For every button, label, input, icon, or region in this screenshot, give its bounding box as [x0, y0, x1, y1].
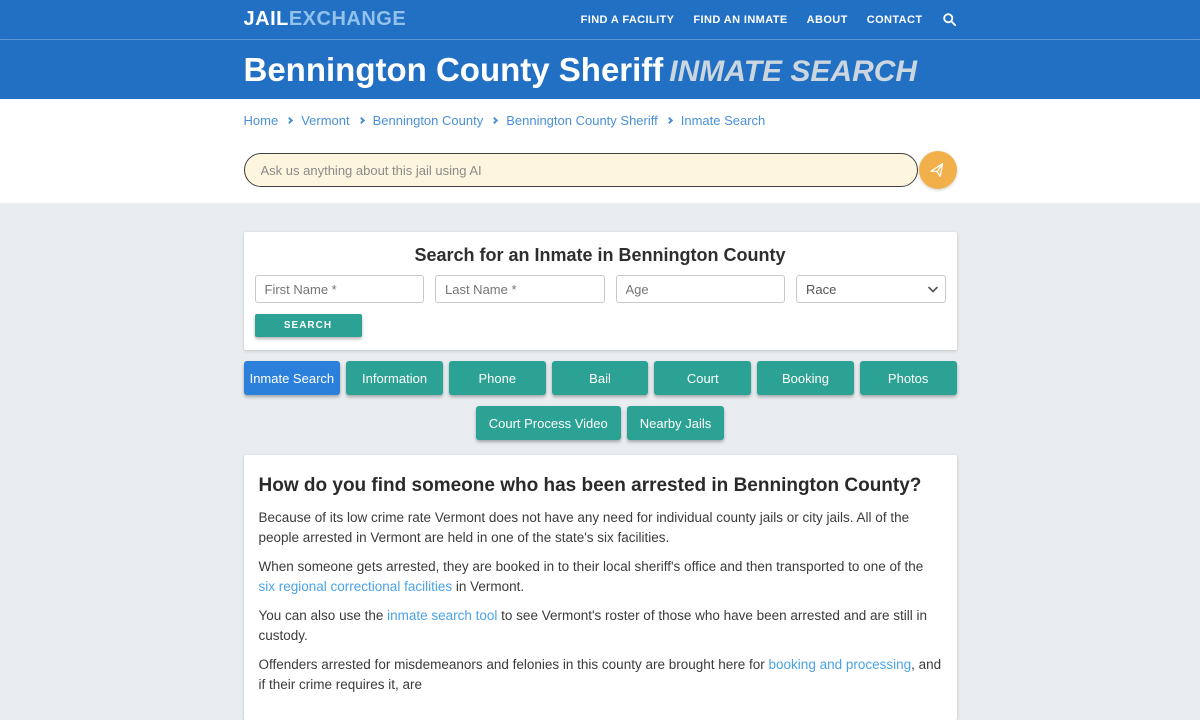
article-link-booking-and-processing[interactable]: booking and processing [768, 657, 912, 673]
article-paragraph [259, 606, 942, 645]
breadcrumb-link-inmate-search[interactable]: Inmate Search [680, 112, 766, 128]
breadcrumb-link-bennington-county[interactable]: Bennington County [372, 112, 484, 128]
tab-booking[interactable]: Booking [757, 361, 854, 395]
logo-text-exchange: EXCHANGE [288, 8, 407, 30]
article-text: When someone gets arrested, they are booked in to their local sheriff's office and then transported to one of the [258, 559, 924, 575]
tab-court-process-video[interactable]: Court Process Video [476, 406, 621, 440]
nav-link-find-a-facility[interactable]: FIND A FACILITY [580, 13, 675, 26]
article-text: You can also use the [258, 608, 388, 624]
nav-link-list [581, 14, 923, 26]
tab-phone[interactable]: Phone [449, 361, 546, 395]
search-submit-button[interactable]: SEARCH [255, 314, 362, 337]
search-icon[interactable] [942, 12, 957, 27]
article-text: in Vermont. [452, 578, 525, 594]
breadcrumb-link-home[interactable]: Home [243, 112, 279, 128]
article-text: Offenders arrested for misdemeanors and felonies in this county are brought here for [258, 657, 769, 673]
breadcrumb-link-bennington-county-sheriff[interactable]: Bennington County Sheriff [506, 112, 658, 128]
article-text: , and if their crime requires it, are [258, 657, 942, 692]
article-paragraph [259, 655, 942, 694]
tab-bail[interactable]: Bail [552, 361, 649, 395]
tabs-row-primary [244, 361, 957, 395]
first-name-input[interactable] [255, 275, 425, 303]
search-card-title: Search for an Inmate in Bennington County [414, 245, 786, 265]
ai-send-button[interactable] [919, 151, 957, 189]
search-fields-row [255, 275, 946, 303]
tab-nearby-jails[interactable]: Nearby Jails [627, 406, 725, 440]
tabs-row-secondary [244, 406, 957, 440]
ai-search-row [244, 151, 957, 189]
breadcrumb-chevron-icon [286, 117, 293, 124]
breadcrumb [244, 112, 957, 128]
tab-court[interactable]: Court [654, 361, 751, 395]
page-body [0, 203, 1200, 720]
nav-link-contact[interactable]: CONTACT [866, 13, 923, 26]
race-select-wrap [796, 275, 946, 303]
breadcrumb-chevron-icon [491, 117, 498, 124]
breadcrumb-chevron-icon [358, 117, 365, 124]
page-title: Bennington County Sheriff [243, 50, 664, 88]
tab-photos[interactable]: Photos [860, 361, 957, 395]
top-nav-links [581, 12, 957, 27]
ai-question-input[interactable] [244, 153, 918, 187]
article-text: to see Vermont's roster of those who have been arrested and are still in custody. [258, 608, 927, 643]
article-text: Because of its low crime rate Vermont does not have any need for individual county jails or city jails. All of the people arrested in Vermont are held in one of the state's six facilities. [258, 510, 910, 545]
race-select[interactable] [796, 275, 946, 303]
article-body [259, 508, 942, 695]
article-link-six-regional-correctional-facilities[interactable]: six regional correctional facilities [258, 578, 453, 594]
breadcrumb-link-vermont[interactable]: Vermont [301, 112, 350, 128]
age-input[interactable] [616, 275, 786, 303]
article-card [244, 455, 957, 720]
nav-link-about[interactable]: ABOUT [806, 13, 848, 26]
article-paragraph [259, 508, 942, 547]
inmate-search-card [244, 232, 957, 350]
tab-information[interactable]: Information [346, 361, 443, 395]
article-paragraph [259, 557, 942, 596]
last-name-input[interactable] [435, 275, 605, 303]
breadcrumb-search-strip [0, 99, 1200, 203]
nav-link-find-an-inmate[interactable]: FIND AN INMATE [693, 13, 788, 26]
article-link-inmate-search-tool[interactable]: inmate search tool [387, 608, 498, 624]
page-subtitle: INMATE SEARCH [669, 54, 918, 88]
logo-text-jail: JAIL [243, 8, 289, 30]
article-heading: How do you find someone who has been arrested in Bennington County? [258, 475, 922, 496]
top-navigation-bar [0, 0, 1200, 40]
jailexchange-logo[interactable] [244, 8, 407, 31]
paper-plane-icon [929, 162, 946, 179]
page-banner [0, 40, 1200, 99]
breadcrumb-chevron-icon [666, 117, 673, 124]
tab-inmate-search[interactable]: Inmate Search [244, 361, 341, 395]
